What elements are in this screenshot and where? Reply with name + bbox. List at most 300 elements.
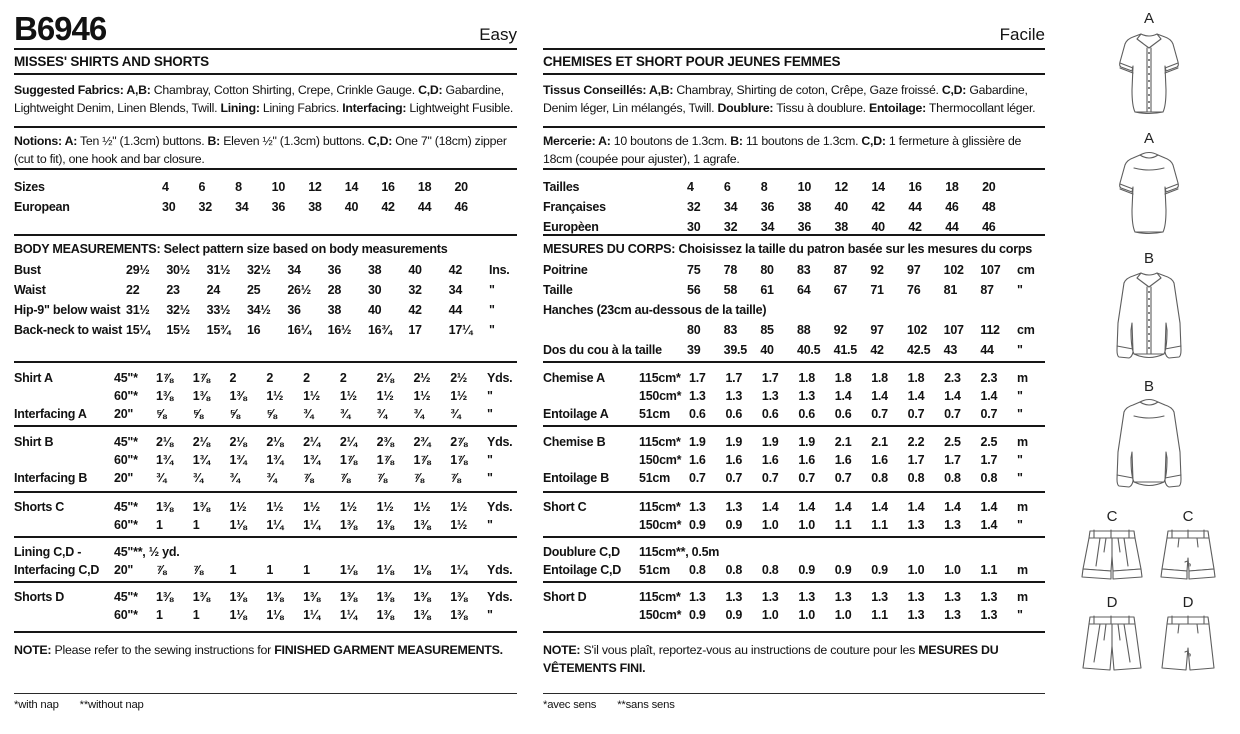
row-unit	[491, 177, 517, 197]
row-label: Poitrine	[543, 263, 588, 277]
measurement-value: 2⅛	[266, 435, 284, 449]
measurement-value: 2⅜	[376, 435, 394, 449]
yardage-shirt-b-section	[14, 427, 517, 493]
garment-title-en: MISSES' SHIRTS AND SHORTS	[14, 54, 209, 69]
measurement-value: 40	[760, 343, 774, 357]
view-c-front-figure	[1080, 508, 1144, 586]
measurement-value: 1.8	[798, 371, 815, 385]
measurement-value: 40.5	[797, 343, 821, 357]
measurement-value: 36	[327, 263, 342, 277]
row-width: 60"*	[114, 608, 138, 622]
measurement-value: ⅝	[266, 407, 277, 421]
measurement-value: 1½	[450, 389, 468, 403]
row-width: 115cm*	[639, 500, 681, 514]
measurement-value: 1	[192, 608, 200, 622]
measurement-value: ¾	[339, 407, 351, 421]
text-run: Chambray, Cotton Shirting, Crepe, Crinkle Gauge.	[150, 83, 419, 97]
mercerie-section	[543, 128, 1045, 170]
row-label: Entoilage A	[543, 407, 609, 421]
measurement-value: 1.6	[761, 453, 779, 467]
measurement-value: 1.3	[725, 500, 743, 514]
measurement-value: 1¼	[339, 608, 357, 622]
yardage-shorts-c-section	[14, 493, 517, 538]
measurement-value: 0.8	[725, 563, 743, 577]
measurement-value: 1.0	[761, 518, 779, 532]
measurement-value: 0.6	[834, 407, 852, 421]
measurement-value: 1⅞	[156, 371, 173, 385]
measurement-value: 1½	[376, 500, 394, 514]
measurement-value: 42	[381, 200, 395, 214]
bold-text-run: B:	[730, 134, 743, 148]
measurement-value: 107	[980, 263, 1001, 277]
measurement-value: 1⅛	[376, 563, 394, 577]
measurement-value: 1.6	[871, 453, 888, 467]
measurement-value: ⅝	[156, 407, 167, 421]
bold-text-run: Lining:	[220, 101, 260, 115]
row-width: 45"*	[114, 371, 138, 385]
measurement-value: 36	[271, 200, 286, 214]
row-width: 60"*	[114, 389, 138, 403]
measurement-value: ¾	[413, 407, 424, 421]
row-label: Entoilage C,D	[543, 563, 622, 577]
measurement-value: ⅞	[450, 471, 461, 485]
measurement-value: 2½	[413, 371, 431, 385]
measurement-value: 40	[871, 220, 885, 234]
bold-text-run: Mercerie: A:	[543, 134, 611, 148]
measurement-value: 16	[381, 180, 395, 194]
measurement-value: 44	[945, 220, 959, 234]
shirt-b-back-illustration	[1106, 396, 1192, 498]
row-label: Europèen	[543, 220, 599, 234]
row-unit: m	[1016, 563, 1028, 577]
measurement-value: 1⅜	[192, 500, 210, 514]
measurement-value: 30½	[166, 263, 190, 277]
notions-paragraph	[14, 132, 517, 168]
measurement-value: 1½	[413, 500, 431, 514]
view-c-figures	[1080, 508, 1218, 586]
view-d-figures	[1080, 594, 1218, 678]
measurement-value: 1⅜	[376, 518, 394, 532]
note-paragraph-en	[14, 641, 517, 659]
row-width: 150cm*	[639, 389, 682, 403]
measurement-value: ¾	[229, 471, 240, 485]
garment-title-fr: CHEMISES ET SHORT POUR JEUNES FEMMES	[543, 54, 841, 69]
row-label	[14, 451, 114, 469]
row-width: 51cm	[639, 563, 670, 577]
row-unit: "	[1017, 283, 1023, 297]
measurement-value: ⅞	[413, 471, 424, 485]
row-width: 45"*	[114, 435, 138, 449]
measurement-value: 8	[760, 180, 768, 194]
measurement-value: 16	[908, 180, 922, 194]
measurement-value: 1.3	[798, 590, 815, 604]
measurement-value: 1.3	[944, 518, 961, 532]
row-width: 51cm	[639, 471, 670, 485]
measurement-value: 1¼	[303, 518, 320, 532]
measurement-value: 0.8	[689, 563, 706, 577]
measurement-value: 0.9	[725, 608, 743, 622]
row-label: Waist	[14, 283, 46, 297]
row-width: 150cm*	[639, 518, 682, 532]
measurement-value: 30	[687, 220, 701, 234]
measurement-value: 75	[687, 263, 701, 277]
row-unit	[1019, 217, 1045, 236]
measurement-value: 1⅜	[450, 590, 468, 604]
row-width: 60"*	[114, 453, 138, 467]
figure-label-b-front: B	[1143, 250, 1154, 267]
footnote-with-nap: *with nap	[14, 699, 59, 711]
measurement-value: 1⅛	[413, 563, 431, 577]
measurement-value: 23	[166, 283, 180, 297]
measurement-value: 1.0	[798, 518, 815, 532]
measurement-value: 1.4	[907, 389, 925, 403]
note-section-en	[14, 633, 517, 693]
measurement-value: 80	[687, 323, 701, 337]
measurement-value: 2.2	[907, 435, 925, 449]
measurement-value: 1	[156, 608, 163, 622]
measurement-value: 1⅛	[339, 563, 357, 577]
row-label	[543, 451, 639, 469]
measurement-value: 1.3	[725, 389, 743, 403]
measurement-value: 2.1	[871, 435, 888, 449]
metrage-doublure-entoilage-table	[543, 543, 1045, 579]
measurement-value: 8	[235, 180, 242, 194]
measurement-value: 58	[723, 283, 738, 297]
measurement-value: 18	[417, 180, 432, 194]
measurement-value: 112	[980, 323, 1000, 337]
measurement-value: 1.1	[871, 608, 888, 622]
english-column	[14, 0, 517, 734]
measurement-value: 0.8	[871, 471, 888, 485]
measurement-value: 1⅜	[376, 608, 394, 622]
measurement-value: 42	[871, 200, 885, 214]
view-d-front-figure	[1080, 594, 1144, 678]
measurement-value: 1.3	[907, 608, 925, 622]
measurement-value: 36	[797, 220, 812, 234]
metrage-chemise-b-table	[543, 433, 1045, 487]
measurement-value: 12	[834, 180, 848, 194]
figure-label-b-back: B	[1143, 378, 1154, 395]
body-measurements-header-fr: MESURES DU CORPS: Choisissez la taille du patron basée sur les mesures du corps	[543, 242, 1033, 256]
measurement-value: 16½	[327, 323, 352, 337]
metrage-chemise-b-section	[543, 427, 1045, 493]
row-label: Interfacing B	[14, 471, 88, 485]
measurement-value: 2½	[450, 371, 468, 385]
measurement-value: 102	[943, 263, 964, 277]
row-label	[543, 516, 639, 534]
measurement-value: 10	[797, 180, 812, 194]
measurement-value: 0.6	[689, 407, 706, 421]
measurement-value: 1⅜	[266, 590, 284, 604]
measurement-value: ⅞	[192, 563, 203, 577]
measurement-value: 1.9	[725, 435, 743, 449]
measurement-value: 31½	[206, 263, 231, 277]
measurement-value: 6	[723, 180, 731, 194]
row-unit: m	[1016, 435, 1028, 449]
measurement-value: 1⅜	[192, 590, 210, 604]
measurement-value: 44	[908, 200, 922, 214]
measurement-value: 1.8	[907, 371, 925, 385]
measurement-value: ⅝	[229, 407, 240, 421]
measurement-value: 1⅞	[339, 453, 357, 467]
measurement-value: 1⅜	[156, 500, 173, 514]
english-title-section	[14, 50, 517, 75]
measurement-value: 34	[723, 200, 738, 214]
row-unit	[491, 197, 517, 217]
measurement-value: ¾	[376, 407, 387, 421]
text-run: Gabardine, Denim léger, Lin mélangés, Twill.	[543, 83, 1028, 115]
measurement-value: 36	[287, 303, 301, 317]
difficulty-label-fr: Facile	[999, 25, 1045, 45]
measurement-value: 0.6	[725, 407, 743, 421]
measurement-value: 1⅛	[229, 518, 247, 532]
row-label: Hip-9" below waist	[14, 303, 121, 317]
measurement-value: 32	[408, 283, 422, 297]
text-run: Thermocollant léger.	[925, 101, 1036, 115]
row-unit: "	[487, 471, 493, 485]
measurement-value: ¾	[303, 407, 314, 421]
text-run: Tissu à doublure.	[773, 101, 869, 115]
figure-label-c-back: C	[1182, 508, 1194, 525]
row-label: Shorts D	[14, 590, 65, 604]
text-run: Please refer to the sewing instructions for	[51, 643, 275, 657]
measurement-value: 2⅛	[376, 371, 394, 385]
measurement-value: 20	[454, 180, 468, 194]
yardage-shorts-d-table	[14, 588, 517, 624]
text-run: S'il vous plaît, reportez-vous au instructions de couture pour les	[580, 643, 919, 657]
body-measurements-header-en: BODY MEASUREMENTS: Select pattern size based on body measurements	[14, 242, 448, 256]
measurement-value: 1.8	[834, 371, 852, 385]
measurement-value: 1.4	[980, 500, 998, 514]
row-unit: "	[487, 407, 493, 421]
measurement-value: 1	[229, 563, 237, 577]
bold-text-run: Entoilage:	[869, 101, 926, 115]
measurement-value: 1.7	[944, 453, 961, 467]
row-unit: m	[1016, 371, 1028, 385]
body-measurements-section-fr	[543, 236, 1045, 363]
measurement-value: 1½	[229, 500, 247, 514]
measurement-value: 42.5	[907, 343, 931, 357]
measurement-value: 34	[760, 220, 775, 234]
measurement-value: 1	[156, 518, 163, 532]
measurement-value: 1.3	[689, 389, 706, 403]
measurement-value: 1.3	[761, 389, 779, 403]
row-unit: m	[1016, 590, 1028, 604]
measurement-value: 2.5	[980, 435, 998, 449]
metrage-doublure-entoilage-section	[543, 538, 1045, 583]
measurement-value: 2	[339, 371, 347, 385]
row-unit: "	[1016, 453, 1023, 467]
text-run: 11 boutons de 1.3cm.	[742, 134, 862, 148]
text-run: Lightweight Fusible.	[406, 101, 514, 115]
measurement-value: 0.9	[689, 608, 706, 622]
measurement-value: 0.7	[798, 471, 815, 485]
row-label: Entoilage B	[543, 471, 610, 485]
measurement-value: 1⅜	[376, 590, 394, 604]
row-unit	[1019, 197, 1045, 217]
bold-text-run: C,D:	[418, 83, 443, 97]
measurement-value: 1.8	[871, 371, 888, 385]
measurement-value: ⅝	[192, 407, 203, 421]
measurement-value: 1⅜	[229, 389, 247, 403]
row-unit: "	[1016, 471, 1023, 485]
footnote-avec-sens: *avec sens	[543, 699, 597, 711]
row-label	[543, 320, 687, 340]
measurement-value: 40	[367, 303, 382, 317]
measurement-value: 1.0	[907, 563, 925, 577]
measurement-value: 1.7	[689, 371, 706, 385]
measurement-value: 1⅛	[229, 608, 247, 622]
row-width: 20"	[114, 471, 134, 485]
measurement-value: ¾	[266, 471, 277, 485]
sizes-table-en	[14, 177, 517, 217]
measurement-value: 2⅞	[450, 435, 468, 449]
row-unit: "	[488, 303, 495, 317]
row-label: Sizes	[14, 180, 45, 194]
english-header	[14, 0, 517, 50]
row-unit: "	[1017, 343, 1023, 357]
row-width: 115cm*	[639, 371, 681, 385]
yardage-shirt-a-table	[14, 369, 517, 423]
measurement-value: 0.9	[871, 563, 888, 577]
measurement-value: ⅞	[376, 471, 387, 485]
row-unit: "	[1016, 389, 1023, 403]
measurement-value: 0.6	[798, 407, 815, 421]
measurement-value: 26½	[287, 283, 311, 297]
measurement-value: 83	[797, 263, 811, 277]
measurement-value: 67	[833, 283, 848, 297]
row-unit: "	[488, 283, 495, 297]
measurement-value: 39	[687, 343, 701, 357]
row-label: European	[14, 200, 70, 214]
measurement-value: 0.9	[725, 518, 743, 532]
row-label: Chemise B	[543, 435, 606, 449]
measurement-value: 1.3	[689, 500, 706, 514]
measurement-value: 1.3	[689, 590, 706, 604]
bold-text-run: FINISHED GARMENT MEASUREMENTS.	[274, 643, 503, 657]
measurement-value: 1⅛	[266, 608, 284, 622]
tissus-paragraph	[543, 81, 1045, 117]
measurement-value: 1.3	[980, 590, 998, 604]
row-label	[543, 387, 639, 405]
measurement-value: 76	[907, 283, 921, 297]
row-unit: "	[487, 608, 493, 622]
row-width: 115cm*	[639, 590, 681, 604]
view-b-front-figure	[1106, 250, 1192, 370]
measurement-value: ⅞	[156, 563, 167, 577]
yardage-lining-interfacing-table	[14, 543, 517, 579]
measurement-value: 1½	[339, 500, 357, 514]
measurement-value: 44	[417, 200, 432, 214]
measurement-value: 20	[982, 180, 996, 194]
measurement-value: 2¾	[413, 435, 431, 449]
metrage-short-c-table	[543, 498, 1045, 534]
measurement-value: 1.4	[761, 500, 779, 514]
bold-text-run: Suggested Fabrics: A,B:	[14, 83, 151, 97]
measurement-value: 4	[687, 180, 694, 194]
measurement-value: 34	[287, 263, 301, 277]
tissus-section	[543, 75, 1045, 128]
measurement-value: 2.3	[944, 371, 961, 385]
measurement-value: 2.3	[980, 371, 998, 385]
metrage-short-c-section	[543, 493, 1045, 538]
measurement-value: 46	[454, 200, 468, 214]
measurement-value: 0.7	[834, 471, 852, 485]
measurement-value: 1.9	[798, 435, 815, 449]
measurement-value: 17	[408, 323, 422, 337]
measurement-value: 1½	[450, 518, 468, 532]
measurement-value: 2⅛	[156, 435, 173, 449]
measurement-value: 1⅞	[413, 453, 431, 467]
measurement-value: 1½	[266, 500, 284, 514]
measurement-value: 2	[303, 371, 310, 385]
illustration-column	[1058, 0, 1240, 734]
footnote-without-nap: **without nap	[79, 699, 144, 711]
shirt-a-back-illustration	[1109, 148, 1189, 240]
measurement-value: 32	[723, 220, 738, 234]
measurement-value: 1.4	[871, 389, 888, 403]
measurement-value: 0.9	[689, 518, 706, 532]
row-unit	[1019, 177, 1045, 197]
row-unit: cm	[1017, 263, 1035, 277]
text-run: One 7" (18cm) zipper (cut to fit), one hook and bar closure.	[14, 134, 507, 166]
text-run: 1 fermeture à glissière de 18cm (coupée pour ajuster), 1 agrafe.	[543, 134, 1022, 166]
measurement-value: 2⅛	[229, 435, 247, 449]
sizes-section-fr	[543, 170, 1045, 236]
measurement-value: 44	[980, 343, 994, 357]
row-label	[543, 606, 639, 624]
measurement-value: 0.8	[944, 471, 961, 485]
row-width: 45"*	[114, 500, 138, 514]
measurement-value: 1⅞	[376, 453, 394, 467]
bold-text-run: C,D:	[367, 134, 393, 148]
measurement-value: 1.4	[980, 518, 998, 532]
measurement-value: 33½	[206, 303, 231, 317]
measurement-value: 1.6	[725, 453, 743, 467]
row-unit: Yds.	[487, 590, 513, 604]
view-b-back-figure	[1106, 378, 1192, 498]
measurement-value: 1⅜	[339, 590, 357, 604]
measurement-value: 22	[126, 283, 140, 297]
measurement-value: 32½	[246, 263, 271, 277]
text-run: Ten ½" (1.3cm) buttons.	[77, 134, 208, 148]
measurement-value: 1.9	[689, 435, 706, 449]
measurement-value: 30	[162, 200, 176, 214]
measurement-value: 10	[271, 180, 286, 194]
measurement-value: 1⅞	[450, 453, 468, 467]
measurement-value: 1.3	[798, 389, 815, 403]
sizes-table-fr	[543, 177, 1045, 236]
measurement-value: 12	[308, 180, 322, 194]
measurement-value: 1.3	[907, 518, 925, 532]
row-width: 115cm*	[639, 435, 681, 449]
row-unit: Ins.	[488, 263, 510, 277]
row-label: Tailles	[543, 180, 580, 194]
measurement-value: 40	[408, 263, 422, 277]
yardage-shorts-d-section	[14, 583, 517, 633]
row-label: Shirt A	[14, 371, 53, 385]
measurement-value: 1⅜	[413, 590, 431, 604]
measurement-value: 1¼	[450, 563, 468, 577]
metrage-chemise-a-table	[543, 369, 1045, 423]
suggested-fabrics-paragraph	[14, 81, 517, 117]
measurement-value: 46	[982, 220, 996, 234]
row-label: Shirt B	[14, 435, 54, 449]
measurement-value: 1	[266, 563, 274, 577]
suggested-fabrics-section	[14, 75, 517, 128]
measurement-value: 1.0	[834, 608, 852, 622]
measurement-value: 1⅞	[192, 371, 210, 385]
